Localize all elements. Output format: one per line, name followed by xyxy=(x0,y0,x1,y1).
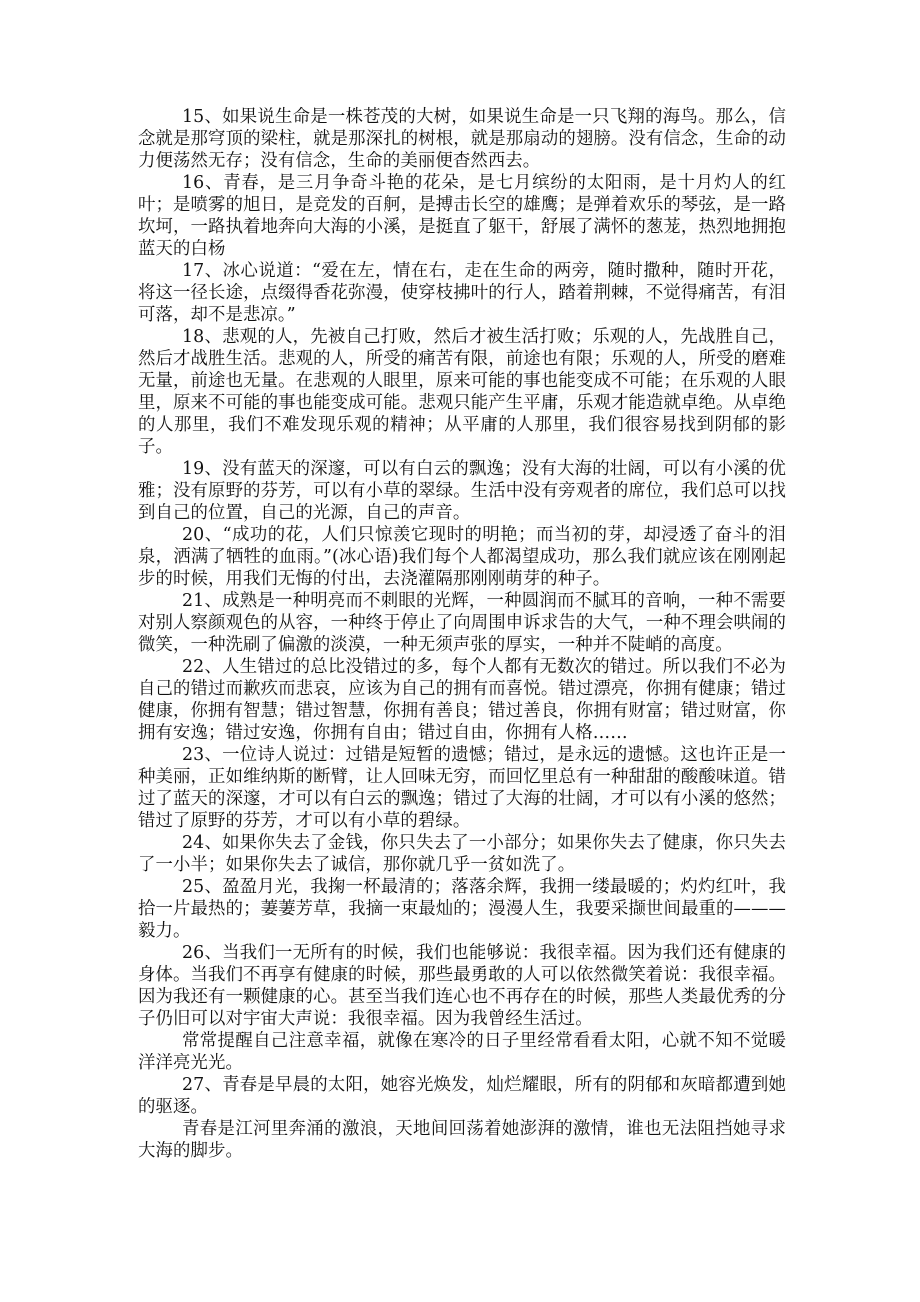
paragraph-27-continued: 青春是江河里奔涌的激浪，天地间回荡着她澎湃的激情，谁也无法阻挡她寻求大海的脚步。 xyxy=(138,1119,786,1161)
paragraph-22: 22、人生错过的总比没错过的多，每个人都有无数次的错过。所以我们不必为自己的错过而歉疚而悲哀，应该为自己的拥有而喜悦。错过漂亮，你拥有健康；错过健康，你拥有智慧；错过智慧，你拥有善良；错过善良，你拥有财富；错过财富，你拥有安逸；错过安逸，你拥有自由；错过自由，你拥有人格…… xyxy=(138,657,786,743)
paragraph-24: 24、如果你失去了金钱，你只失去了一小部分；如果你失去了健康，你只失去了一小半；如果你失去了诚信，那你就几乎一贫如洗了。 xyxy=(138,833,786,875)
paragraph-25: 25、盈盈月光，我掬一杯最清的；落落余辉，我拥一缕最暖的；灼灼红叶，我拾一片最热的；萋萋芳草，我摘一束最灿的；漫漫人生，我要采撷世间最重的———毅力。 xyxy=(138,877,786,941)
paragraph-15: 15、如果说生命是一株苍茂的大树，如果说生命是一只飞翔的海鸟。那么，信念就是那穹顶的梁柱，就是那深扎的树根，就是那扇动的翅膀。没有信念，生命的动力便荡然无存；没有信念，生命的美丽便杳然西去。 xyxy=(138,107,786,171)
paragraph-20: 20、“成功的花，人们只惊羡它现时的明艳；而当初的芽，却浸透了奋斗的泪泉，洒满了牺牲的血雨。”(冰心语)我们每个人都渴望成功，那么我们就应该在刚刚起步的时候，用我们无悔的付出，去浇灌隔那刚刚萌芽的种子。 xyxy=(138,525,786,589)
paragraph-26: 26、当我们一无所有的时候，我们也能够说：我很幸福。因为我们还有健康的身体。当我们不再享有健康的时候，那些最勇敢的人可以依然微笑着说：我很幸福。因为我还有一颗健康的心。甚至当我们连心也不再存在的时候，那些人类最优秀的分子仍旧可以对宇宙大声说：我很幸福。因为我曾经生活过。 xyxy=(138,943,786,1029)
paragraph-26-continued: 常常提醒自己注意幸福，就像在寒冷的日子里经常看看太阳，心就不知不觉暖洋洋亮光光。 xyxy=(138,1031,786,1073)
paragraph-23: 23、一位诗人说过：过错是短暂的遗憾；错过，是永远的遗憾。这也许正是一种美丽，正如维纳斯的断臂，让人回味无穷，而回忆里总有一种甜甜的酸酸味道。错过了蓝天的深邃，才可以有白云的飘逸；错过了大海的壮阔，才可以有小溪的悠然；错过了原野的芬芳，才可以有小草的碧绿。 xyxy=(138,745,786,831)
paragraph-21: 21、成熟是一种明亮而不刺眼的光辉，一种圆润而不腻耳的音响，一种不需要对别人察颜观色的从容，一种终于停止了向周围申诉求告的大气，一种不理会哄闹的微笑，一种洗刷了偏激的淡漠，一种无须声张的厚实，一种并不陡峭的高度。 xyxy=(138,591,786,655)
document-body xyxy=(138,106,786,1162)
paragraph-18: 18、悲观的人，先被自己打败，然后才被生活打败；乐观的人，先战胜自己，然后才战胜生活。悲观的人，所受的痛苦有限，前途也有限；乐观的人，所受的磨难无量，前途也无量。在悲观的人眼里，原来可能的事也能变成不可能；在乐观的人眼里，原来不可能的事也能变成可能。悲观只能产生平庸，乐观才能造就卓绝。从卓绝的人那里，我们不难发现乐观的精神；从平庸的人那里，我们很容易找到阴郁的影子。 xyxy=(138,327,786,457)
paragraph-27: 27、青春是早晨的太阳，她容光焕发，灿烂耀眼，所有的阴郁和灰暗都遭到她的驱逐。 xyxy=(138,1075,786,1117)
paragraph-17: 17、冰心说道：“爱在左，情在右，走在生命的两旁，随时撒种，随时开花，将这一径长途，点缀得香花弥漫，使穿枝拂叶的行人，踏着荆棘，不觉得痛苦，有泪可落，却不是悲凉。” xyxy=(138,261,786,325)
paragraph-16: 16、青春，是三月争奇斗艳的花朵，是七月缤纷的太阳雨，是十月灼人的红叶；是喷雾的旭日，是竞发的百舸，是搏击长空的雄鹰；是弹着欢乐的琴弦，是一路坎坷，一路执着地奔向大海的小溪，是挺直了躯干，舒展了满怀的葱茏，热烈地拥抱蓝天的白杨 xyxy=(138,173,786,259)
paragraph-19: 19、没有蓝天的深邃，可以有白云的飘逸；没有大海的壮阔，可以有小溪的优雅；没有原野的芬芳，可以有小草的翠绿。生活中没有旁观者的席位，我们总可以找到自己的位置，自己的光源，自己的声音。 xyxy=(138,459,786,523)
